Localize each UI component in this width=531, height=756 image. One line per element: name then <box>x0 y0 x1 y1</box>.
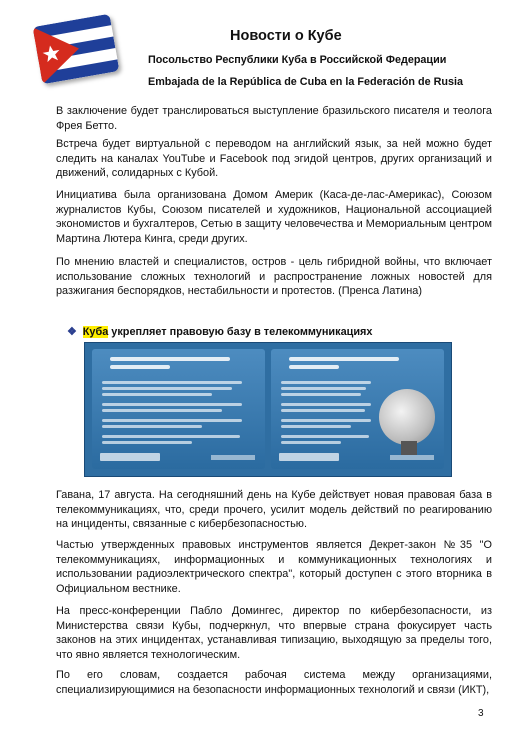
paragraph-2: Встреча будет виртуальной с переводом на английский язык, за ней можно будет следить на каналах YouTube и Facebook под эгидой центров, других организаций и движений, солидарных с Кубой. <box>56 138 492 179</box>
diamond-bullet-icon: ❖ <box>67 326 77 338</box>
slide-right <box>271 349 444 469</box>
paragraph-6: Частью утвержденных правовых инструментов является Декрет-закон №35 "О телекоммуникациях, информационных и коммуникационных технологиях и использовании радиоэлектрического спектра", который доступен с этого вторника в Официальном вестнике. <box>56 539 492 595</box>
slide-logo <box>279 453 339 461</box>
paragraph-4: По мнению властей и специалистов, остров - цель гибридной войны, что включает использование сложных технологий и распространение ложных новостей для разжигания беспорядков, нестабильности и протестов. (Пренса Латина) <box>56 256 492 297</box>
paragraph-5: Гавана, 17 августа. На сегодняшний день на Кубе действует новая правовая база в телекоммуникациях, что, среди прочего, усилит модель действий по реагированию на инциденты, связанные с кибербезопасностью. <box>56 489 492 530</box>
paragraph-7: На пресс-конференции Пабло Домингес, директор по кибербезопасности, из Министерства связи Кубы, подчеркнул, что впервые страна фокусирует часть законов на этих инцидентах, устанавливая типизацию, выходящую за пределы того, что явно является технологическим. <box>56 605 492 661</box>
page-title: Новости о Кубе <box>230 28 342 44</box>
highlighted-word: Куба <box>82 326 109 338</box>
satellite-dish-icon <box>379 389 435 445</box>
cuba-flag-image <box>33 14 120 85</box>
slide-logo <box>100 453 160 461</box>
page-number: 3 <box>478 708 484 719</box>
paragraph-8: По его словам, создается рабочая система между организациями, специализирующимися на безопасности информационных технологий и связи (ИКТ), <box>56 669 492 696</box>
paragraph-1: В заключение будет транслироваться выступление бразильского писателя и теолога Фрея Бетто. <box>56 105 492 132</box>
slide-left <box>92 349 265 469</box>
embassy-name-ru: Посольство Республики Куба в Российской Федерации <box>148 54 447 66</box>
paragraph-3: Инициатива была организована Домом Америк (Каса-де-лас-Америкас), Союзом журналистов Кубы, Союзом писателей и художников, Национальной ассоциацией экономистов и бухгалтеров, Сетью в защиту человечества и Мемориальным центром Мартина Лютера Кинга, среди других. <box>56 189 492 245</box>
section-heading-text: укрепляет правовую базу в телекоммуникациях <box>108 326 373 338</box>
slide-title-lines <box>100 357 240 375</box>
slide-title-lines <box>279 357 419 375</box>
section-heading <box>67 325 372 338</box>
telecom-slides-image <box>84 342 452 477</box>
embassy-name-es: Embajada de la República de Cuba en la Federación de Rusia <box>148 76 464 88</box>
